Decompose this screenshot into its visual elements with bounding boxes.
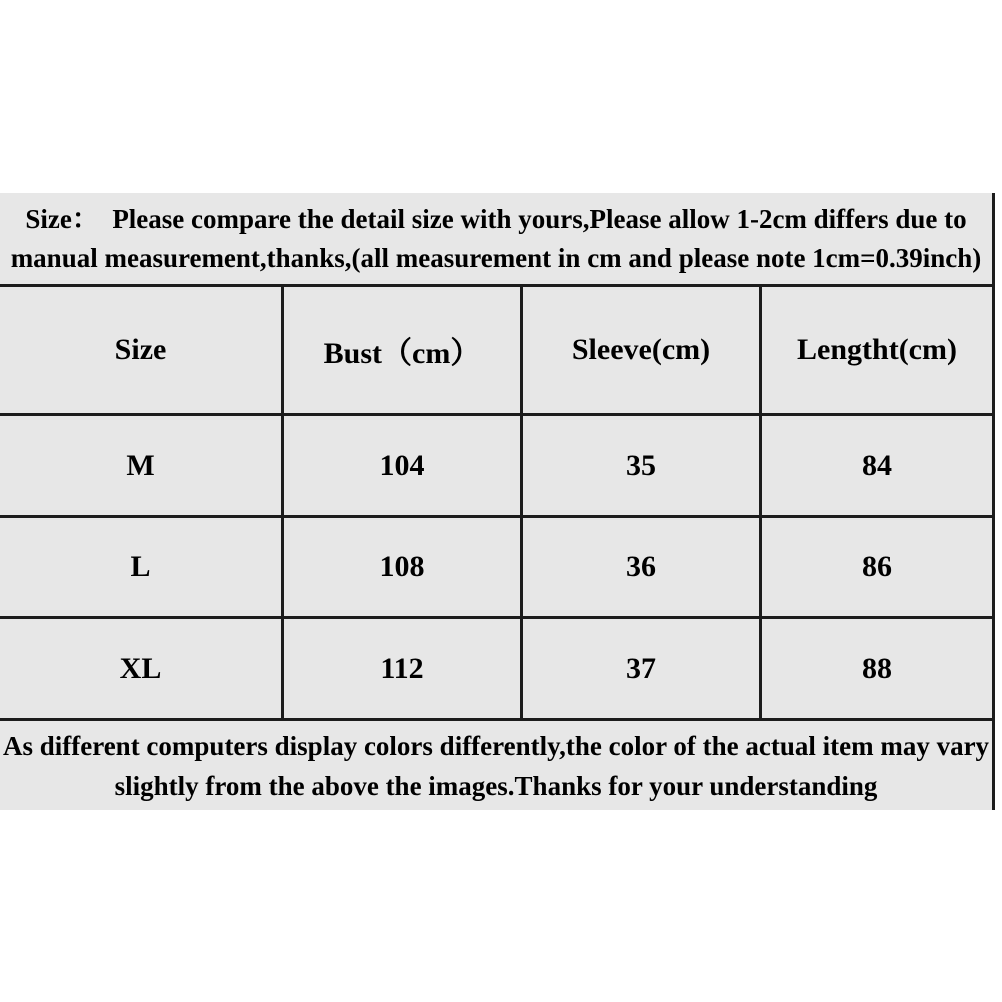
table-row-m bbox=[0, 416, 992, 518]
column-header-length: Lengtht(cm) bbox=[797, 333, 957, 366]
cell-length: 86 bbox=[862, 550, 892, 583]
color-disclaimer bbox=[0, 721, 992, 810]
cell-bust: 108 bbox=[284, 518, 523, 616]
column-header-bust: Bust（cm） bbox=[284, 287, 523, 413]
column-header-sleeve: Sleeve(cm) bbox=[523, 287, 762, 413]
color-disclaimer-line-2: slightly from the above the images.Thanks for your understanding bbox=[114, 770, 878, 801]
size-note-line-1: Size： Please compare the detail size with yours,Please allow 1-2cm differs due to bbox=[25, 203, 967, 234]
table-row-xl bbox=[0, 619, 992, 721]
size-chart-panel bbox=[0, 193, 995, 810]
cell-sleeve: 36 bbox=[523, 518, 762, 616]
table-header-row bbox=[0, 287, 992, 416]
cell-size: XL bbox=[0, 619, 284, 718]
color-disclaimer-line-1: As different computers display colors differently,the color of the actual item may vary bbox=[2, 730, 990, 761]
column-header-size: Size bbox=[0, 287, 284, 413]
cell-bust: 104 bbox=[284, 416, 523, 515]
cell-size: M bbox=[0, 416, 284, 515]
cell-size: L bbox=[0, 518, 284, 616]
cell-sleeve: 37 bbox=[523, 619, 762, 718]
cell-bust: 112 bbox=[284, 619, 523, 718]
cell-length: 84 bbox=[862, 448, 892, 482]
cell-length: 88 bbox=[862, 651, 892, 685]
table-row-l bbox=[0, 518, 992, 619]
size-note-line-2: manual measurement,thanks,(all measurement in cm and please note 1cm=0.39inch) bbox=[10, 242, 982, 273]
size-note bbox=[0, 193, 992, 287]
cell-sleeve: 35 bbox=[523, 416, 762, 515]
